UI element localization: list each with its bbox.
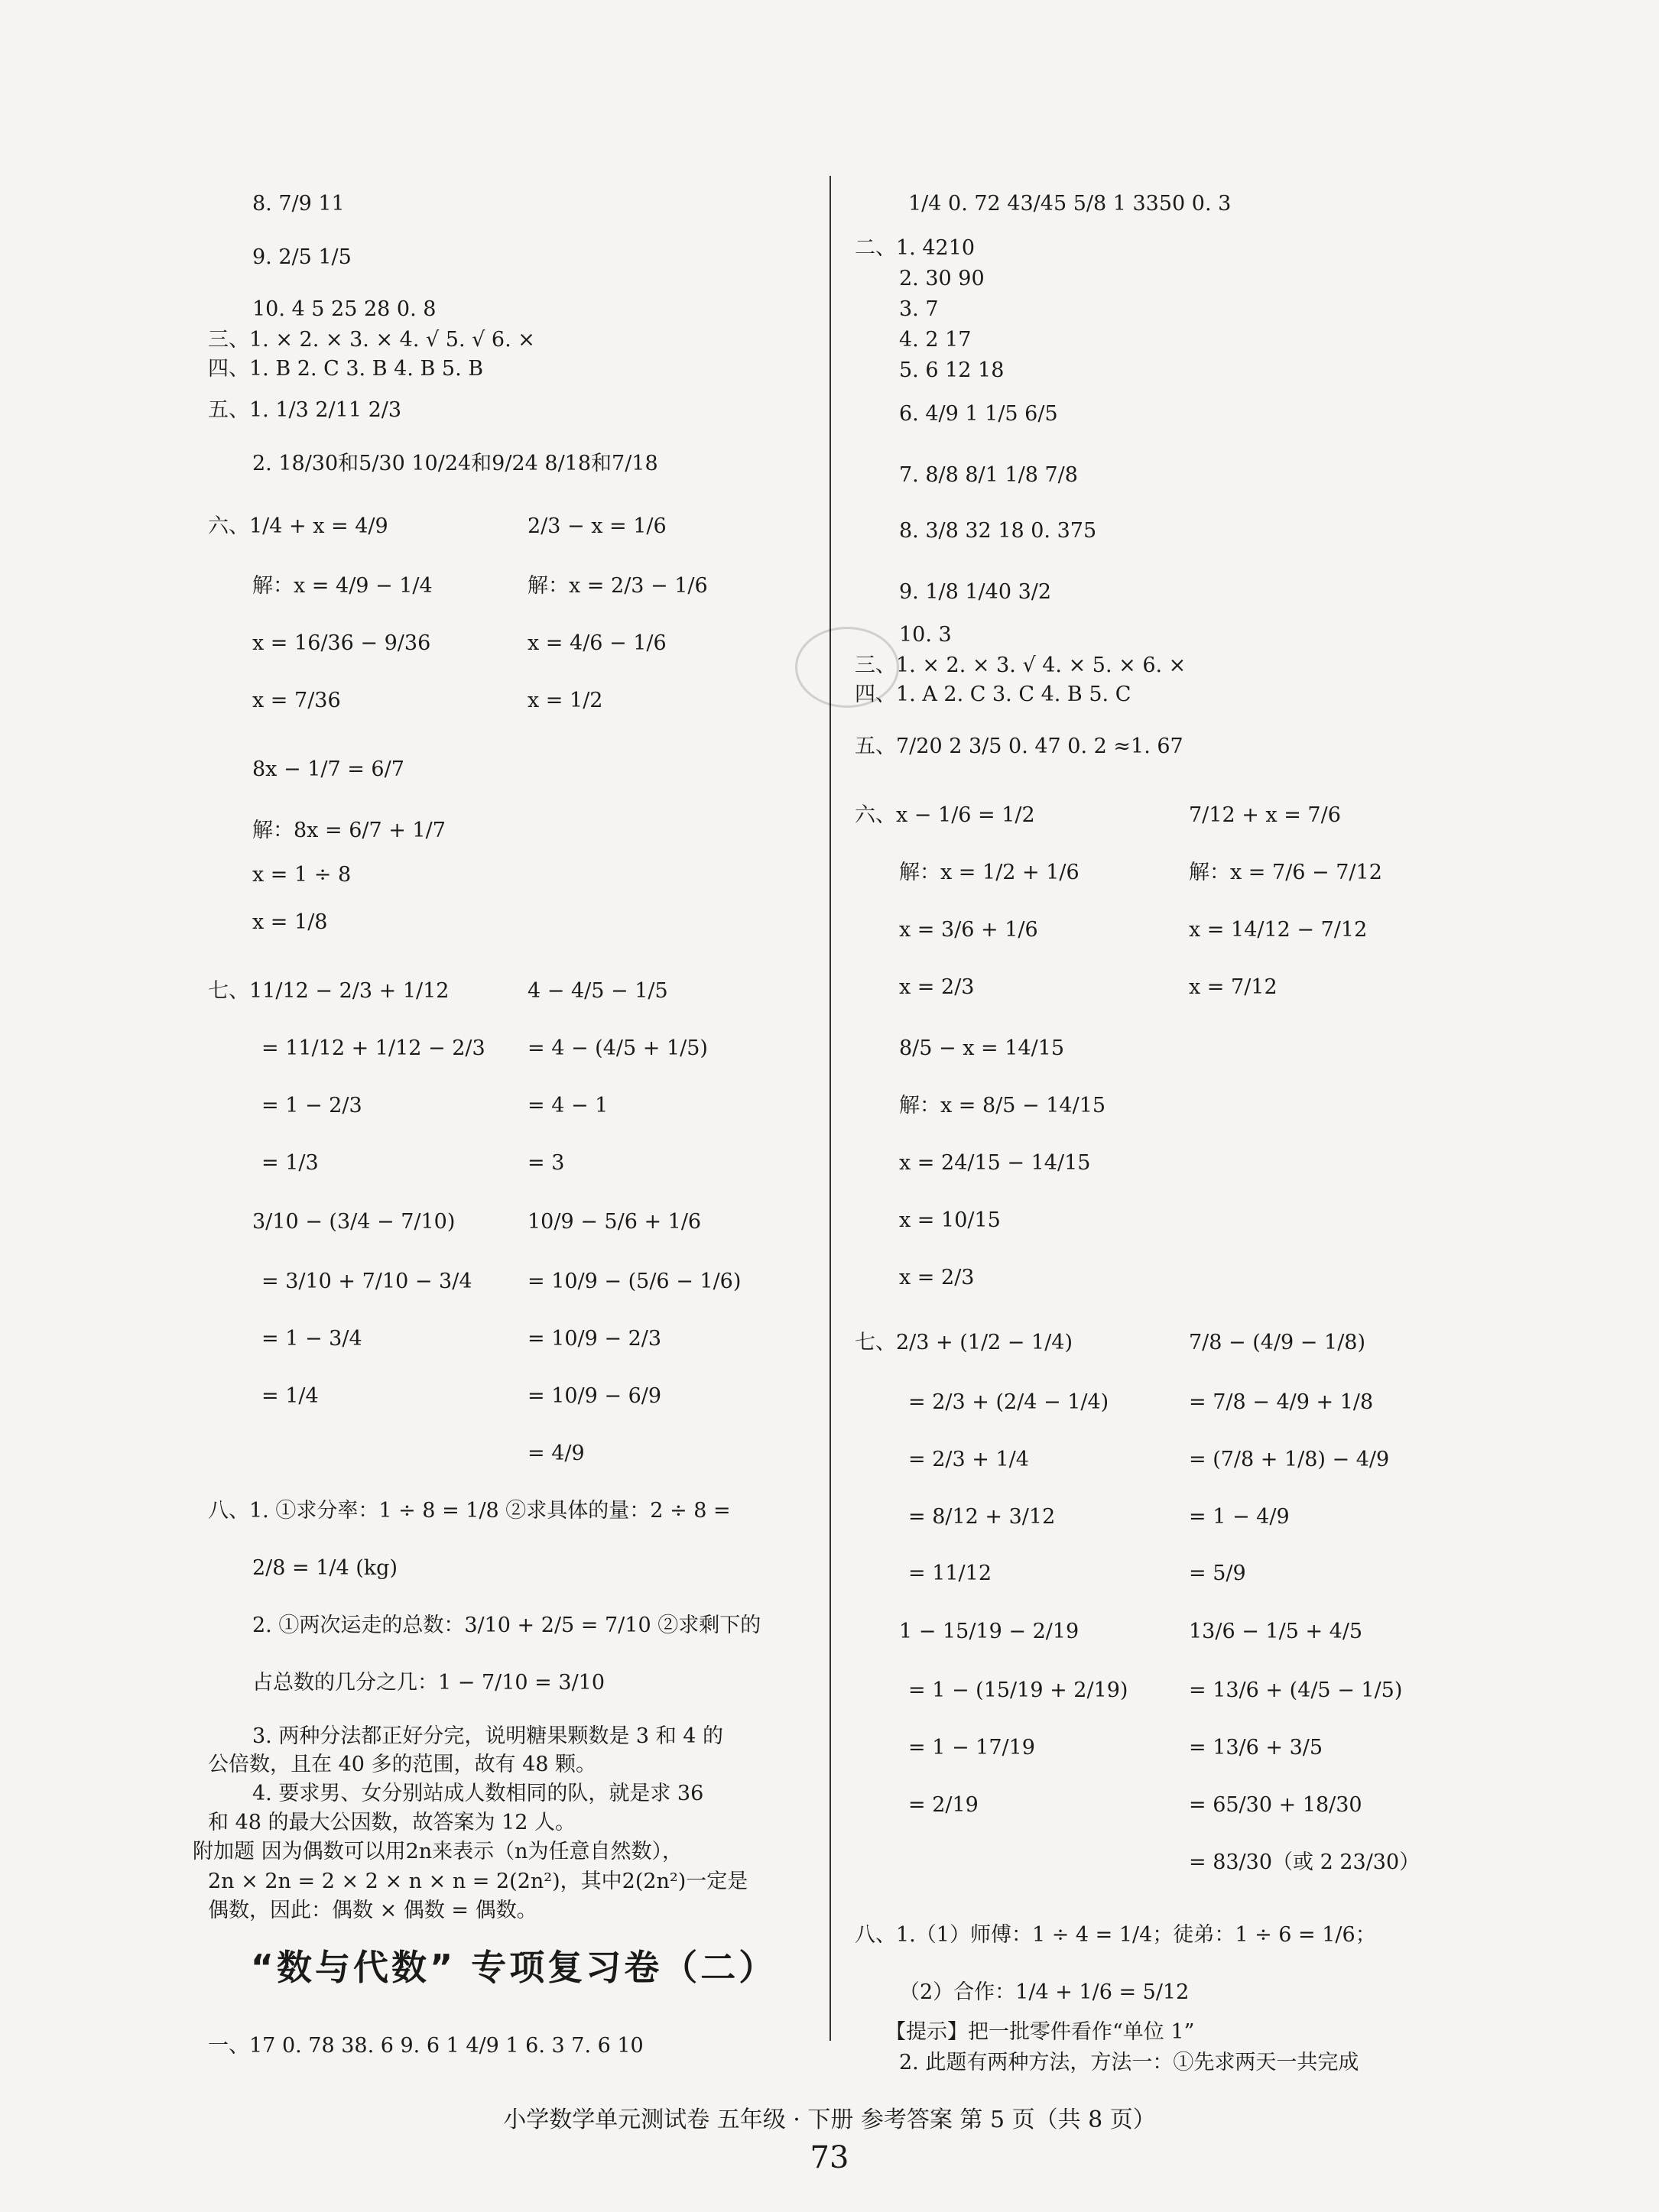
answer-line: 5. 6 12 18	[899, 358, 1005, 382]
answer-line: = 4 − (4/5 + 1/5)	[528, 1036, 708, 1060]
answer-line: 4 − 4/5 − 1/5	[528, 979, 668, 1003]
answer-line: 三、1. × 2. × 3. √ 4. × 5. × 6. ×	[855, 654, 1187, 677]
answer-line: = 3/10 + 7/10 − 3/4	[261, 1270, 472, 1293]
answer-line: = 10/9 − 2/3	[528, 1327, 662, 1351]
answer-line: 3. 两种分法都正好分完，说明糖果颗数是 3 和 4 的	[252, 1724, 724, 1748]
answer-line: = 11/12	[908, 1562, 992, 1585]
answer-line: = 65/30 + 18/30	[1189, 1793, 1362, 1817]
answer-line: 六、x − 1/6 = 1/2	[855, 803, 1035, 827]
answer-line: = 2/3 + (2/4 − 1/4)	[908, 1390, 1109, 1414]
answer-line: 1 − 15/19 − 2/19	[899, 1620, 1079, 1643]
answer-line: x = 1 ÷ 8	[252, 863, 352, 887]
answer-line: 八、1.（1）师傅：1 ÷ 4 = 1/4；徒弟：1 ÷ 6 = 1/6；	[855, 1923, 1376, 1947]
answer-line: = 10/9 − (5/6 − 1/6)	[528, 1270, 742, 1293]
answer-line: 五、1. 1/3 2/11 2/3	[208, 398, 402, 422]
answer-line: 4. 2 17	[899, 328, 972, 352]
answer-line: = 1/3	[261, 1151, 319, 1175]
answer-line: 2/3 − x = 1/6	[528, 514, 667, 538]
answer-line: x = 4/6 − 1/6	[528, 631, 667, 655]
answer-line: x = 16/36 − 9/36	[252, 631, 431, 655]
answer-line: = 2/3 + 1/4	[908, 1448, 1029, 1471]
answer-line: 13/6 − 1/5 + 4/5	[1189, 1620, 1363, 1643]
answer-line: = 13/6 + (4/5 − 1/5)	[1189, 1678, 1403, 1702]
answer-line: 四、1. A 2. C 3. C 4. B 5. C	[855, 683, 1131, 706]
answer-line: 3. 7	[899, 297, 939, 321]
answer-line: 解：8x = 6/7 + 1/7	[252, 819, 446, 842]
answer-line: 10/9 − 5/6 + 1/6	[528, 1210, 702, 1234]
answer-line: x = 1/8	[252, 910, 328, 934]
answer-line: 附加题 因为偶数可以用2n来表示（n为任意自然数），	[193, 1840, 683, 1863]
answer-line: = 8/12 + 3/12	[908, 1505, 1056, 1529]
answer-line: 公倍数，且在 40 多的范围，故有 48 颗。	[208, 1753, 597, 1776]
answer-line: 七、11/12 − 2/3 + 1/12	[208, 979, 450, 1003]
answer-line: 五、7/20 2 3/5 0. 47 0. 2 ≈1. 67	[855, 735, 1183, 758]
answer-line: 七、2/3 + (1/2 − 1/4)	[855, 1331, 1073, 1354]
answer-line: 六、1/4 + x = 4/9	[208, 514, 388, 538]
answer-line: = 5/9	[1189, 1562, 1246, 1585]
answer-line: 2. ①两次运走的总数：3/10 + 2/5 = 7/10 ②求剩下的	[252, 1614, 761, 1637]
answer-line: = 3	[528, 1151, 565, 1175]
answer-line: 偶数，因此：偶数 × 偶数 = 偶数。	[208, 1899, 537, 1922]
answer-line: 解：x = 7/6 − 7/12	[1189, 861, 1382, 884]
answer-line: x = 7/36	[252, 689, 341, 712]
answer-line: x = 3/6 + 1/6	[899, 918, 1038, 942]
answer-line: = 1 − 2/3	[261, 1094, 362, 1117]
answer-line: （2）合作：1/4 + 1/6 = 5/12	[899, 1980, 1190, 2004]
answer-line: = 4 − 1	[528, 1094, 609, 1117]
answer-line: 4. 要求男、女分别站成人数相同的队，就是求 36	[252, 1782, 704, 1805]
answer-line: 9. 1/8 1/40 3/2	[899, 580, 1052, 604]
answer-line: 8x − 1/7 = 6/7	[252, 757, 404, 781]
answer-line: 10. 3	[899, 623, 952, 647]
answer-line: 10. 4 5 25 28 0. 8	[252, 297, 437, 321]
answer-line: x = 2/3	[899, 975, 975, 999]
answer-line: = 10/9 − 6/9	[528, 1384, 662, 1408]
answer-line: 3/10 − (3/4 − 7/10)	[252, 1210, 456, 1234]
page-footer: 小学数学单元测试卷 五年级 · 下册 参考答案 第 5 页（共 8 页）	[503, 2107, 1156, 2133]
answer-line: = 1 − (15/19 + 2/19)	[908, 1678, 1128, 1702]
answer-line: 2/8 = 1/4 (kg)	[252, 1556, 398, 1580]
answer-line: = 1/4	[261, 1384, 319, 1408]
answer-line: = 1 − 4/9	[1189, 1505, 1290, 1529]
answer-line: = 4/9	[528, 1442, 585, 1465]
answer-line: 8/5 − x = 14/15	[899, 1036, 1065, 1060]
answer-line: 二、1. 4210	[855, 236, 976, 260]
answer-line: = 2/19	[908, 1793, 979, 1817]
answer-line: 占总数的几分之几：1 − 7/10 = 3/10	[252, 1671, 605, 1695]
answer-line: = 83/30（或 2 23/30）	[1189, 1850, 1420, 1874]
answer-line: 【提示】把一批零件看作“单位 1”	[885, 2020, 1195, 2044]
answer-line: 和 48 的最大公因数，故答案为 12 人。	[208, 1811, 576, 1834]
answer-line: 解：x = 1/2 + 1/6	[899, 861, 1079, 884]
answer-line: = (7/8 + 1/8) − 4/9	[1189, 1448, 1390, 1471]
section-title: “数与代数” 专项复习卷（二）	[250, 1947, 778, 1988]
answer-line: x = 2/3	[899, 1266, 975, 1289]
answer-line: = 7/8 − 4/9 + 1/8	[1189, 1390, 1374, 1414]
answer-line: x = 1/2	[528, 689, 603, 712]
answer-line: = 11/12 + 1/12 − 2/3	[261, 1036, 485, 1060]
answer-line: x = 24/15 − 14/15	[899, 1151, 1091, 1175]
column-divider	[830, 176, 831, 2041]
answer-line: x = 7/12	[1189, 975, 1278, 999]
answer-line: 2. 30 90	[899, 267, 985, 290]
answer-line: 7/8 − (4/9 − 1/8)	[1189, 1331, 1366, 1354]
page-number: 73	[810, 2140, 849, 2175]
answer-line: 解：x = 4/9 − 1/4	[252, 574, 433, 598]
answer-line: 8. 3/8 32 18 0. 375	[899, 519, 1097, 543]
answer-line: 2n × 2n = 2 × 2 × n × n = 2(2n²)，其中2(2n²)一定是	[208, 1870, 748, 1893]
answer-line: 2. 此题有两种方法，方法一：①先求两天一共完成	[899, 2051, 1359, 2074]
answer-line: 9. 2/5 1/5	[252, 245, 352, 269]
answer-line: 7/12 + x = 7/6	[1189, 803, 1341, 827]
answer-line: 解：x = 8/5 − 14/15	[899, 1094, 1106, 1117]
answer-line: 八、1. ①求分率：1 ÷ 8 = 1/8 ②求具体的量：2 ÷ 8 =	[208, 1499, 731, 1523]
answer-line: 四、1. B 2. C 3. B 4. B 5. B	[208, 357, 484, 381]
answer-line: = 1 − 3/4	[261, 1327, 362, 1351]
answer-line: 1/4 0. 72 43/45 5/8 1 3350 0. 3	[908, 192, 1232, 216]
answer-line: 一、17 0. 78 38. 6 9. 6 1 4/9 1 6. 3 7. 6 10	[208, 2034, 644, 2058]
answer-line: 解：x = 2/3 − 1/6	[528, 574, 708, 598]
answer-line: x = 10/15	[899, 1208, 1001, 1232]
answer-line: 6. 4/9 1 1/5 6/5	[899, 402, 1058, 426]
answer-line: 三、1. × 2. × 3. × 4. √ 5. √ 6. ×	[208, 328, 535, 352]
answer-line: 8. 7/9 11	[252, 192, 345, 216]
answer-line: = 1 − 17/19	[908, 1736, 1035, 1760]
answer-line: = 13/6 + 3/5	[1189, 1736, 1323, 1760]
answer-line: 7. 8/8 8/1 1/8 7/8	[899, 463, 1078, 487]
answer-line: x = 14/12 − 7/12	[1189, 918, 1368, 942]
answer-line: 2. 18/30和5/30 10/24和9/24 8/18和7/18	[252, 452, 658, 475]
